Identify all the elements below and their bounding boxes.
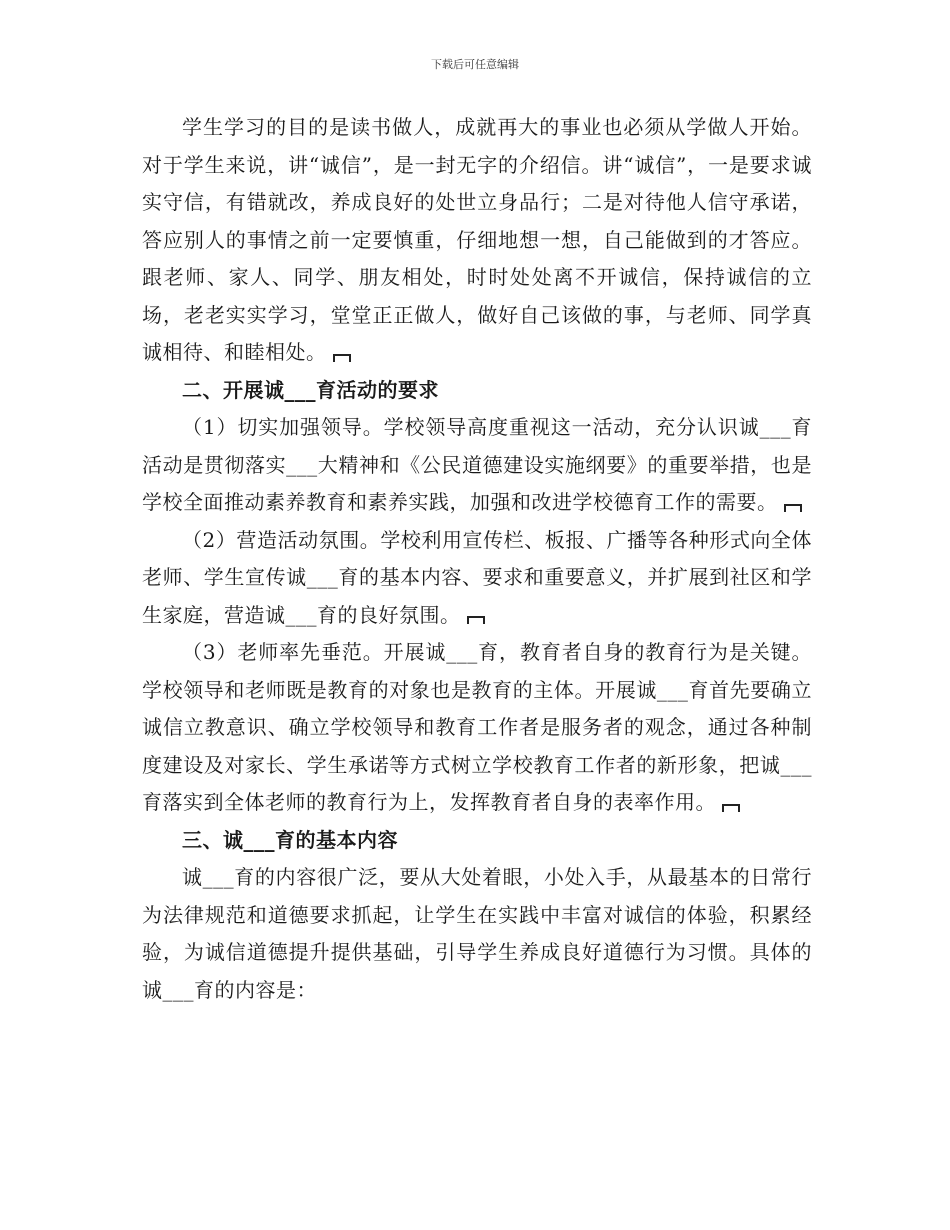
section-heading-3: 三、诚___育的基本内容 — [182, 827, 398, 852]
paragraph-4 — [142, 634, 812, 822]
paragraph-3-text: （2）营造活动氛围。学校利用宣传栏、板报、广播等各种形式向全体老师、学生宣传诚___育的基本内容、要求和重要意义，并扩展到社区和学生家庭，营造诚___育的良好氛围。 — [142, 527, 812, 627]
paragraph-2-text: （1）切实加强领导。学校领导高度重视这一活动，充分认识诚___育活动是贯彻落实___大精神和《公民道德建设实施纲要》的重要举措，也是学校全面推动素养教育和素养实践，加强和改进学校德育工作的需要。 — [142, 415, 812, 514]
paragraph-3 — [142, 522, 812, 635]
section-heading-2: 二、开展诚___育活动的要求 — [182, 377, 439, 402]
paragraph-2 — [142, 409, 812, 522]
page-header: 下载后可任意编辑 — [431, 58, 519, 71]
paragraph-4-text: （3）老师率先垂范。开展诚___育，教育者自身的教育行为是关键。学校领导和老师既是教育的对象也是教育的主体。开展诚___育首先要确立诚信立教意识、确立学校领导和教育工作者是服务者的观念，通过各种制度建设及对家长、学生承诺等方式树立学校教育工作者的新形象，把诚___育落实到全体老师的教育行为上，发挥教育者自身的表率作用。 — [142, 640, 812, 814]
paragraph-mark-icon — [722, 804, 740, 812]
paragraph-mark-icon — [467, 616, 485, 624]
paragraph-mark-icon — [333, 354, 351, 362]
paragraph-1-text: 学生学习的目的是读书做人，成就再大的事业也必须从学做人开始。对于学生来说，讲“诚信”，是一封无字的介绍信。讲“诚信”，一是要求诚实守信，有错就改，养成良好的处世立身品行；二是对待他人信守承诺，答应别人的事情之前一定要慎重，仔细地想一想，自己能做到的才答应。跟老师、家人、同学、朋友相处，时时处处离不开诚信，保持诚信的立场，老老实实学习，堂堂正正做人，做好自己该做的事，与老师、同学真诚相待、和睦相处。 — [142, 115, 812, 364]
paragraph-mark-icon — [784, 504, 802, 512]
paragraph-5 — [142, 859, 812, 1009]
paragraph-5-text: 诚___育的内容很广泛，要从大处着眼，小处入手，从最基本的日常行为法律规范和道德要求抓起，让学生在实践中丰富对诚信的体验，积累经验，为诚信道德提升提供基础，引导学生养成良好道德行为习惯。具体的诚___育的内容是： — [142, 865, 812, 1002]
paragraph-1 — [142, 109, 812, 372]
document-body — [142, 109, 812, 1009]
